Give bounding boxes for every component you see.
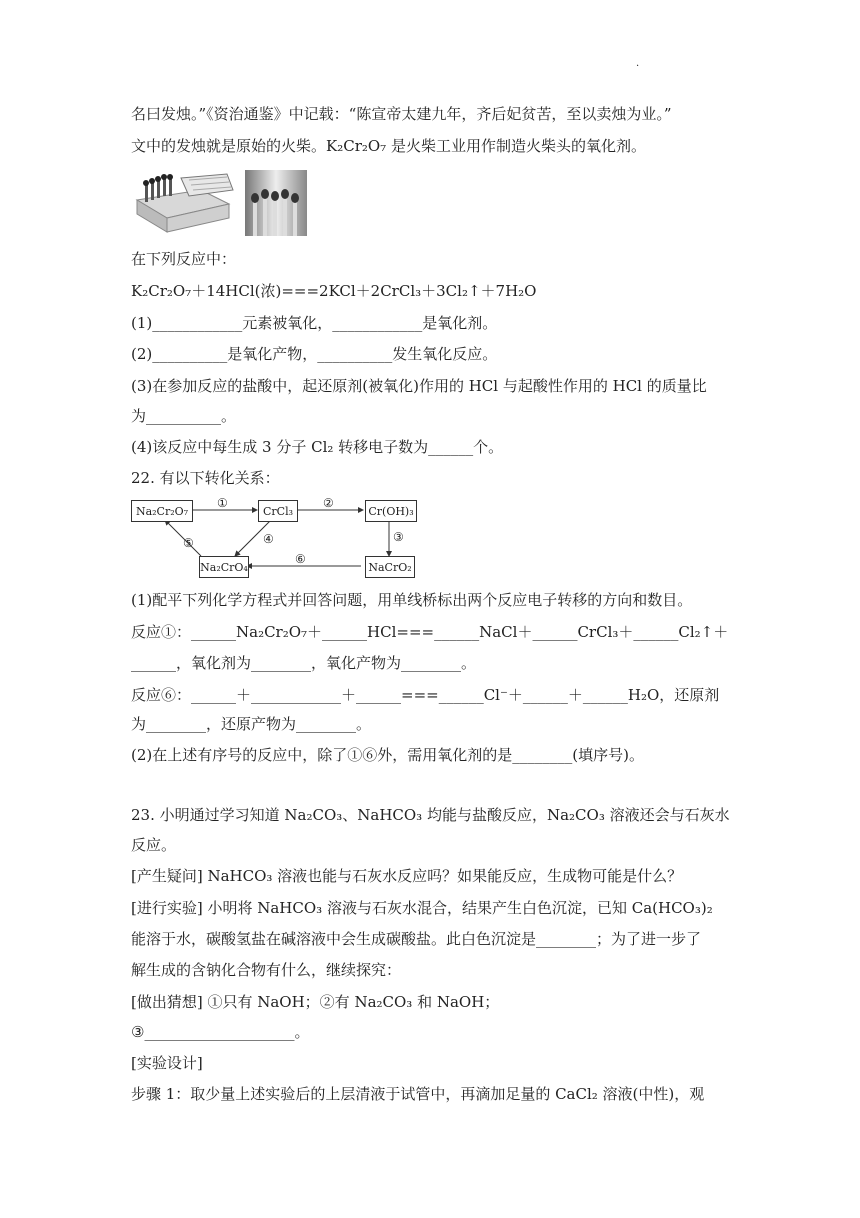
text-line: [做出猜想] ①只有 NaOH；②有 Na₂CO₃ 和 NaOH；: [131, 993, 500, 1011]
node-croh3: Cr(OH)₃: [365, 500, 417, 522]
arrow-label-6: ⑥: [295, 552, 306, 566]
arrow-label-5: ⑤: [183, 536, 194, 550]
question-3: (3)在参加反应的盐酸中，起还原剂(被氧化)作用的 HCl 与起酸性作用的 HCl 的质量比: [131, 377, 707, 395]
text-line: ③____________________。: [131, 1023, 310, 1041]
text-line: 为________，还原产物为________。: [131, 715, 372, 733]
arrow-label-2: ②: [323, 496, 334, 510]
arrow-label-1: ①: [217, 496, 228, 510]
question-1: (1)____________元素被氧化，____________是氧化剂。: [131, 314, 498, 332]
header-dot: .: [636, 58, 640, 69]
text-line: 能溶于水，碳酸氢盐在碱溶液中会生成碳酸盐。此白色沉淀是________；为了进一步了: [131, 930, 702, 948]
text-line: [进行实验] 小明将 NaHCO₃ 溶液与石灰水混合，结果产生白色沉淀，已知 Ca(HCO₃)₂: [131, 899, 713, 917]
text-line: 反应。: [131, 836, 177, 854]
text-line: (2)在上述有序号的反应中，除了①⑥外，需用氧化剂的是________(填序号)。: [131, 746, 644, 764]
text-line: ______，氧化剂为________，氧化产物为________。: [131, 654, 477, 672]
question-2: (2)__________是氧化产物，__________发生氧化反应。: [131, 345, 498, 363]
text-line: 名曰发烛。”《资治通鉴》中记载：“陈宣帝太建九年，齐后妃贫苦，至以卖烛为业。”: [131, 105, 672, 123]
text-line: 在下列反应中：: [131, 250, 237, 268]
text-line: [产生疑问] NaHCO₃ 溶液也能与石灰水反应吗？如果能反应，生成物可能是什么？: [131, 867, 683, 885]
equation-line: K₂Cr₂O₇＋14HCl(浓)===2KCl＋2CrCl₃＋3Cl₂↑＋7H₂O: [131, 282, 537, 300]
text-line: 为__________。: [131, 407, 237, 425]
text-line: 解生成的含钠化合物有什么，继续探究：: [131, 961, 402, 979]
problem-23-title: 23. 小明通过学习知道 Na₂CO₃、NaHCO₃ 均能与盐酸反应，Na₂CO₃ 溶液还会与石灰水: [131, 806, 730, 824]
node-crcl3: CrCl₃: [258, 500, 298, 522]
problem-22-title: 22. 有以下转化关系：: [131, 469, 280, 487]
arrow-label-4: ④: [263, 532, 274, 546]
conversion-diagram: [131, 496, 421, 580]
node-na2cro4: Na₂CrO₄: [199, 556, 249, 578]
text-line: (1)配平下列化学方程式并回答问题，用单线桥标出两个反应电子转移的方向和数目。: [131, 591, 693, 609]
reaction-1: 反应①：______Na₂Cr₂O₇＋______HCl===______NaCl＋______CrCl₃＋______Cl₂↑＋: [131, 623, 729, 641]
text-line: 步骤 1：取少量上述实验后的上层清液于试管中，再滴加足量的 CaCl₂ 溶液(中性)，观: [131, 1085, 705, 1103]
question-4: (4)该反应中每生成 3 分子 Cl₂ 转移电子数为______个。: [131, 438, 504, 456]
matchbox-image: [131, 170, 235, 236]
node-nacro2: NaCrO₂: [365, 556, 415, 578]
text-line: [实验设计]: [131, 1054, 203, 1072]
reaction-6: 反应⑥：______＋____________＋______===______Cl⁻＋______＋______H₂O，还原剂: [131, 686, 720, 704]
text-line: 文中的发烛就是原始的火柴。K₂Cr₂O₇ 是火柴工业用作制造火柴头的氧化剂。: [131, 137, 646, 155]
matches-photo: [245, 170, 307, 236]
node-na2cr2o7: Na₂Cr₂O₇: [131, 500, 193, 522]
arrow-label-3: ③: [393, 530, 404, 544]
